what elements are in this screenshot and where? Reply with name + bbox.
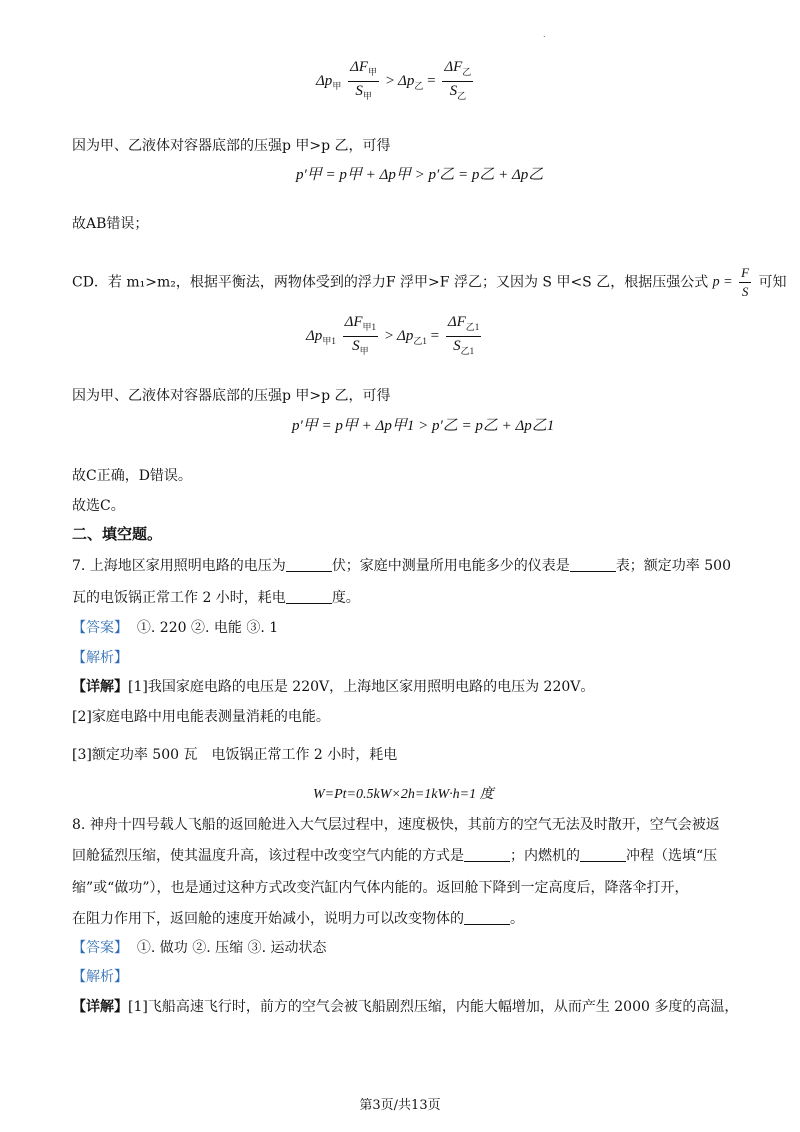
section-heading: 二、填空题。	[72, 525, 163, 543]
equation-1: $\Delta p_甲$ $\frac{\Delta F_甲}{S_甲}$ > $\Delta p_乙$ = $\frac{\Delta F_乙}{S_乙}$	[316, 59, 472, 101]
page-footer: 第3页/共13页	[359, 1098, 441, 1113]
pressure-formula-lhs: p =	[712, 274, 733, 290]
paragraph-4: 因为甲、乙液体对容器底部的压强p 甲>p 乙，可得	[72, 388, 391, 404]
equation-4: p′甲 = p甲 + Δp甲1 > p′乙 = p乙 + Δp乙1	[292, 418, 555, 434]
paragraph-5: 故C正确，D错误。	[72, 468, 192, 484]
q8-answer: 【答案】 ①. 做功 ②. 压缩 ③. 运动状态	[72, 940, 327, 956]
page-marker: .	[543, 30, 546, 39]
q8-line-4: 在阻力作用下，返回舱的速度开始减小，说明力可以改变物体的 。	[72, 911, 524, 927]
equation-2: p′甲 = p甲 + Δp甲 > p′乙 = p乙 + Δp乙	[296, 167, 544, 183]
paragraph-6: 故选C。	[72, 498, 125, 514]
paragraph-2: 故AB错误；	[72, 216, 149, 232]
q7-line-2: 瓦的电饭锅正常工作 2 小时，耗电 度。	[72, 590, 360, 606]
q8-line-1: 8. 神舟十四号载人飞船的返回舱进入大气层过程中，速度极快，其前方的空气无法及时散开，空气会被返	[72, 817, 720, 833]
q8-analysis-label: 【解析】	[72, 969, 128, 985]
q8-line-3: 缩”或“做功”），也是通过这种方式改变汽缸内气体内能的。返回舱下降到一定高度后，降落伞打开，	[72, 880, 689, 896]
q7-line-1: 7. 上海地区家用照明电路的电压为 伏；家庭中测量所用电能多少的仪表是 表；额定功率 500	[72, 558, 731, 574]
q8-detail-1: 【详解】[1]飞船高速飞行时，前方的空气会被飞船剧烈压缩，内能大幅增加，从而产生 2000 多度的高温，	[72, 999, 739, 1015]
q7-detail-1: 【详解】[1]我国家庭电路的电压是 220V，上海地区家用照明电路的电压为 220V。	[72, 679, 595, 695]
q7-formula: W=Pt=0.5kW×2h=1kW·h=1 度	[313, 787, 494, 802]
paragraph-1: 因为甲、乙液体对容器底部的压强p 甲>p 乙，可得	[72, 138, 391, 154]
equation-3: $\Delta p_{甲1}$ $\frac{\Delta F_{甲1}}{S_甲}$ > $\Delta p_{乙1}$ = $\frac{\Delta F_{乙1}}{S_{乙1}}$	[306, 314, 480, 356]
q7-detail-2: [2]家庭电路中用电能表测量消耗的电能。	[72, 709, 330, 725]
q7-analysis-label: 【解析】	[72, 650, 128, 666]
q7-detail-3: [3]额定功率 500 瓦 电饭锅正常工作 2 小时，耗电	[72, 747, 398, 763]
q7-answer: 【答案】 ①. 220 ②. 电能 ③. 1	[72, 620, 279, 636]
paragraph-3: CD．若 m₁>m₂，根据平衡法，两物体受到的浮力F 浮甲>F 浮乙；又因为 S 甲<S 乙，根据压强公式 p = $\frac{F}{S}$ 可知	[72, 265, 787, 299]
q8-line-2: 回舱猛烈压缩，使其温度升高，该过程中改变空气内能的方式是 ；内燃机的 冲程（选填“压	[72, 848, 718, 864]
